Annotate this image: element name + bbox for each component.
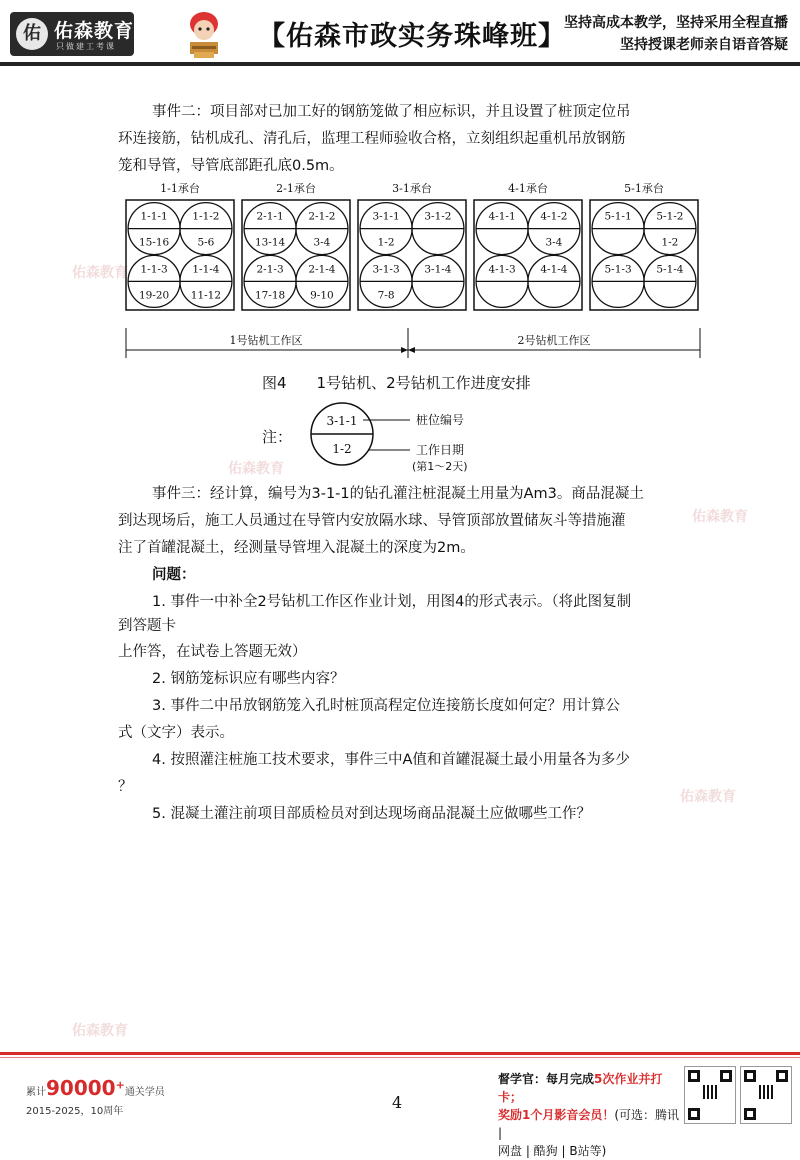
pile-work-days: 7-8: [377, 289, 395, 302]
watermark: 佑森教育: [680, 789, 736, 805]
cap-title: 4-1承台: [508, 182, 548, 195]
question-1-line-1: 1. 事件一中补全2号钻机工作区作业计划，用图4的形式表示。（将此图复制: [152, 594, 632, 610]
slogan-line-2: 坚持授课老师亲自语音答疑: [620, 37, 788, 53]
pile-work-days: 5-6: [197, 236, 215, 249]
watermark: 佑森教育: [72, 1023, 128, 1039]
pile-work-days: 15-16: [138, 236, 170, 249]
pile-number: 3-1-3: [372, 263, 400, 276]
pile-number: 2-1-4: [308, 263, 336, 276]
brand-logo: [10, 12, 134, 56]
question-5: 5. 混凝土灌注前项目部质检员对到达现场商品混凝土应做哪些工作？: [152, 806, 591, 822]
dimension-arrow: [408, 347, 415, 353]
legend-top-text: 3-1-1: [326, 414, 358, 428]
promo-text-2a: 奖励1个月影音会员！: [498, 1108, 615, 1122]
page-title: 【佑森市政实务珠峰班】: [258, 21, 566, 52]
pile-work-days: 3-4: [545, 236, 563, 249]
pile-number: 1-1-2: [192, 210, 220, 223]
watermark: 佑森教育: [692, 509, 748, 525]
footer-divider-thin: [0, 1057, 800, 1058]
pile-number: 2-1-2: [308, 210, 336, 223]
cap-title: 1-1承台: [160, 182, 200, 195]
dimension-arrow: [401, 347, 408, 353]
question-1-line-2: 到答题卡: [118, 618, 176, 634]
legend-desc-days: (第1～2天): [412, 460, 468, 473]
page-header: [0, 0, 800, 66]
pile-number: 1-1-1: [140, 210, 168, 223]
logo-name: 佑森教育: [54, 20, 135, 42]
pile-work-days: 13-14: [254, 236, 286, 249]
question-1-line-3: 上作答，在试卷上答题无效）: [118, 644, 307, 660]
pile-number: 4-1-2: [540, 210, 568, 223]
event2-line-2: 环连接筋，钻机成孔、清孔后，监理工程师验收合格，立刻组织起重机吊放钢筋: [118, 131, 626, 147]
promo-text-2b: (可选：腾讯 |: [498, 1108, 680, 1140]
logo-tagline: 只做建工考课: [56, 42, 116, 51]
pile-work-days: 11-12: [190, 289, 222, 302]
promo-text-3: 网盘 | 酷狗 | B站等): [498, 1144, 607, 1158]
legend-desc-pile-number: 桩位编号: [416, 413, 465, 427]
event2-line-3: 笼和导管，导管底部距孔底0.5m。: [118, 158, 344, 174]
logo-seal-icon: 佑: [16, 18, 48, 50]
pile-number: 5-1-2: [656, 210, 684, 223]
slogan-line-1: 坚持高成本教学，坚持采用全程直播: [564, 15, 788, 31]
page-number: 4: [392, 1093, 403, 1112]
promo-text-1a: 督学官：每月完成: [498, 1072, 595, 1086]
question-2: 2. 钢筋笼标识应有哪些内容？: [152, 671, 345, 687]
pile-work-days: 9-10: [310, 289, 334, 302]
watermark: 佑森教育: [228, 461, 284, 477]
stat-prefix: 累计: [26, 1087, 46, 1098]
watermark: 佑森教育: [72, 265, 128, 281]
pile-number: 3-1-1: [372, 210, 400, 223]
pile-work-days: 19-20: [138, 289, 170, 302]
zone-label-drill-1: 1号钻机工作区: [229, 334, 303, 347]
pile-number: 3-1-2: [424, 210, 452, 223]
promo-text-1b: 5次作业并打卡；: [498, 1072, 663, 1104]
pile-number: 4-1-1: [488, 210, 516, 223]
event3-line-1: 事件三：经计算，编号为3-1-1的钻孔灌注桩混凝土用量为Am3。商品混凝土: [152, 486, 644, 502]
cap-title: 3-1承台: [392, 182, 432, 195]
pile-work-days: 1-2: [661, 236, 679, 249]
pile-number: 1-1-4: [192, 263, 220, 276]
student-stat: [26, 1076, 165, 1117]
legend: [260, 398, 520, 476]
event3-line-2: 到达现场后，施工人员通过在导管内安放隔水球、导管顶部放置储灰斗等措施灌: [118, 513, 626, 529]
qr-code-icon[interactable]: [740, 1066, 792, 1124]
question-4-line-2: ？: [118, 779, 133, 795]
pile-work-days: 17-18: [254, 289, 286, 302]
event3-line-3: 注了首罐混凝土，经测量导管埋入混凝土的深度为2m。: [118, 540, 475, 556]
pile-number: 2-1-1: [256, 210, 284, 223]
stat-suffix: 通关学员: [124, 1087, 165, 1098]
pile-number: 5-1-4: [656, 263, 684, 276]
pile-number: 3-1-4: [424, 263, 452, 276]
pile-number: 4-1-3: [488, 263, 516, 276]
header-divider: [0, 62, 800, 66]
pile-number: 5-1-3: [604, 263, 632, 276]
pile-work-days: 1-2: [377, 236, 395, 249]
mascot-icon: [180, 8, 228, 60]
pile-number: 2-1-3: [256, 263, 284, 276]
cap-title: 5-1承台: [624, 182, 664, 195]
pile-number: 1-1-3: [140, 263, 168, 276]
event2-line-1: 事件二：项目部对已加工好的钢筋笼做了相应标识，并且设置了桩顶定位吊: [152, 104, 631, 120]
pile-work-days: 3-4: [313, 236, 331, 249]
question-4-line-1: 4. 按照灌注桩施工技术要求，事件三中A值和首罐混凝土最小用量各为多少: [152, 752, 630, 768]
qr-code-icon[interactable]: [684, 1066, 736, 1124]
pile-number: 5-1-1: [604, 210, 632, 223]
questions-heading: 问题：: [152, 567, 196, 583]
stat-years: 2015-2025，10周年: [26, 1106, 124, 1117]
footer-promo: [498, 1070, 682, 1160]
stat-number: 90000: [46, 1076, 116, 1100]
drilling-schedule-diagram: [118, 178, 708, 368]
footer-divider: [0, 1052, 800, 1055]
pile-number: 4-1-4: [540, 263, 568, 276]
legend-bottom-text: 1-2: [332, 442, 352, 456]
cap-title: 2-1承台: [276, 182, 316, 195]
stat-plus: +: [115, 1078, 125, 1092]
legend-label: 注：: [262, 428, 293, 446]
legend-desc-work-date: 工作日期: [416, 443, 465, 457]
figure-caption: 图4 1号钻机、2号钻机工作进度安排: [262, 374, 531, 392]
zone-label-drill-2: 2号钻机工作区: [517, 334, 591, 347]
question-3-line-1: 3. 事件二中吊放钢筋笼入孔时桩顶高程定位连接筋长度如何定？用计算公: [152, 698, 620, 714]
question-3-line-2: 式（文字）表示。: [118, 725, 234, 741]
